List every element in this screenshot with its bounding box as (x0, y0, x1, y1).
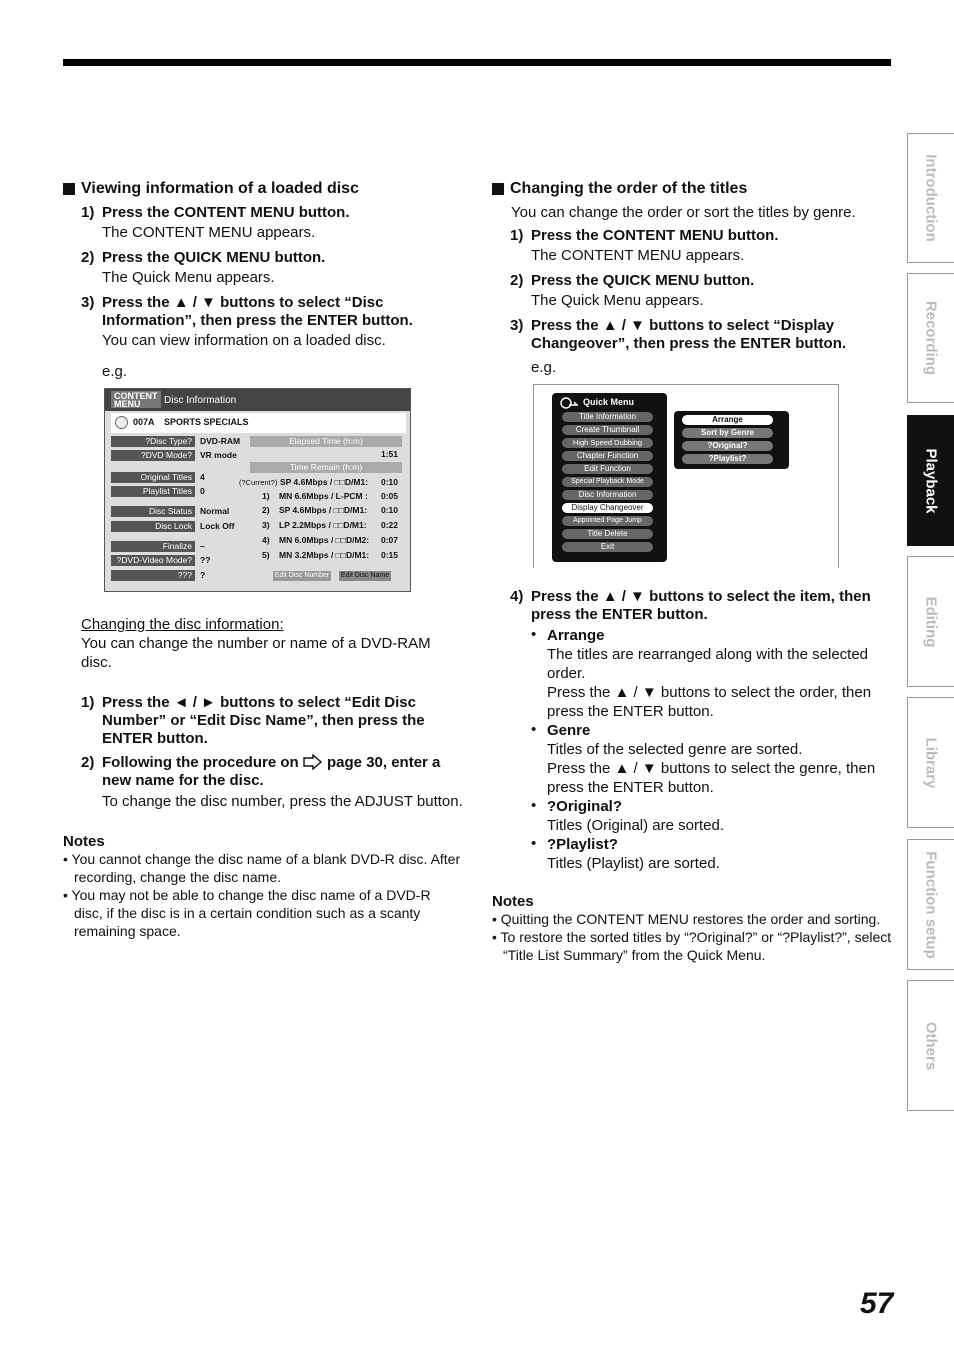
section-heading: Changing the order of the titles (492, 180, 892, 198)
change-step-1: 1) Press the ◄ / ► buttons to select “Edit Disc Number” or “Edit Disc Name”, then press the ENTER button. (81, 694, 425, 747)
info-label: ?DVD Mode? (111, 450, 195, 461)
tab-playback[interactable]: Playback (907, 415, 954, 546)
step-1: 1) Press the CONTENT MENU button. The CONTENT MENU appears. (81, 204, 350, 241)
quick-menu-icon (559, 396, 579, 410)
right-column (492, 180, 892, 964)
info-label: Disc Lock (111, 521, 195, 532)
page-number: 57 (860, 1287, 894, 1320)
info-label: Disc Status (111, 506, 195, 517)
info-value: Lock Off (200, 521, 235, 531)
info-label: Playlist Titles (111, 486, 195, 497)
submenu-arrange[interactable]: Arrange (682, 415, 773, 425)
notes-list (63, 850, 463, 940)
option-genre: • Genre Titles of the selected genre are sorted. Press the ▲ / ▼ buttons to select the genre, then press the ENTER button. (531, 721, 876, 796)
notes-heading: Notes (492, 893, 534, 910)
info-value: 0 (200, 486, 205, 496)
menu-item-title-information[interactable]: Title Information (562, 412, 653, 422)
screen-header (105, 389, 410, 411)
change-info-block (81, 615, 463, 672)
change-info-heading: Changing the disc information: (81, 616, 284, 633)
menu-item-disc-information[interactable]: Disc Information (562, 490, 653, 500)
info-value: 4 (200, 472, 205, 482)
info-value: ? (200, 570, 206, 580)
option-playlist: • ?Playlist? Titles (Playlist) are sorted. (531, 835, 720, 872)
step-2: 2) Press the QUICK MENU button. The Quick Menu appears. (81, 249, 326, 286)
notes-heading: Notes (63, 833, 105, 850)
step-1: 1) Press the CONTENT MENU button. The CONTENT MENU appears. (510, 227, 779, 264)
tab-editing[interactable]: Editing (907, 556, 954, 687)
info-value: DVD-RAM (200, 436, 241, 446)
note-item: • Quitting the CONTENT MENU restores the order and sorting. (492, 911, 881, 927)
display-changeover-submenu (674, 411, 789, 469)
elapsed-time-row: 1:51 (380, 449, 398, 459)
submenu-original[interactable]: ?Original? (682, 441, 773, 451)
screen-title: Disc Information (164, 395, 237, 406)
time-row: 3) LP 2.2Mbps / □□D/M1: 0:22 (262, 520, 398, 530)
menu-item-edit-function[interactable]: Edit Function (562, 464, 653, 474)
change-info-text: You can change the number or name of a DVD-RAM disc. (81, 635, 431, 671)
edit-disc-number-button[interactable]: Edit Disc Number (274, 572, 330, 579)
time-remain-label: Time Remain (h:m) (250, 462, 402, 473)
example-label: e.g. (531, 359, 557, 376)
tab-others[interactable]: Others (907, 980, 954, 1111)
info-value: VR mode (200, 450, 237, 460)
menu-item-special-playback-mode[interactable]: Special Playback Mode (562, 477, 653, 487)
submenu-playlist[interactable]: ?Playlist? (682, 454, 773, 464)
info-label: ?Disc Type? (111, 436, 195, 447)
info-value: Normal (200, 506, 230, 516)
tab-recording[interactable]: Recording (907, 273, 954, 403)
info-value: ?? (200, 555, 211, 565)
info-value: – (200, 541, 205, 551)
menu-item-high-speed-dubbing[interactable]: High Speed Dubbing (562, 438, 653, 448)
menu-item-create-thumbnail[interactable]: Create Thumbnail (562, 425, 653, 435)
disc-icon (115, 416, 128, 429)
page-reference-arrow-icon (303, 754, 323, 770)
step-3: 3) Press the ▲ / ▼ buttons to select “Display Changeover”, then press the ENTER button. (510, 317, 847, 352)
section-heading: Viewing information of a loaded disc (63, 180, 463, 198)
top-rule (63, 59, 891, 66)
quick-menu (552, 393, 667, 562)
option-original: • ?Original? Titles (Original) are sorted. (531, 797, 724, 834)
elapsed-time-label: Elapsed Time (h:m) (250, 436, 402, 447)
note-item: • You may not be able to change the disc name of a DVD-R disc, if the disc is in a certain condition such as a scanty remaining space. (63, 887, 431, 939)
info-label: ?DVD-Video Mode? (111, 555, 195, 566)
quick-menu-title: Quick Menu (583, 397, 635, 407)
info-label: Original Titles (111, 472, 195, 483)
note-item: • You cannot change the disc name of a blank DVD-R disc. After recording, change the disc name. (63, 851, 461, 885)
menu-item-chapter-function[interactable]: Chapter Function (562, 451, 653, 461)
tab-library[interactable]: Library (907, 697, 954, 828)
time-row: 4) MN 6.0Mbps / □□D/M2: 0:07 (262, 535, 398, 545)
quick-menu-screen (533, 384, 839, 568)
time-row: 2) SP 4.6Mbps / □□D/M1: 0:10 (262, 505, 398, 515)
tab-function-setup[interactable]: Function setup (907, 839, 954, 970)
note-item: • To restore the sorted titles by “?Original?” or “?Playlist?”, select “Title List Summary” from the Quick Menu. (492, 929, 892, 963)
step-2: 2) Press the QUICK MENU button. The Quick Menu appears. (510, 272, 755, 309)
step-3: 3) Press the ▲ / ▼ buttons to select “Disc Information”, then press the ENTER button. You can view information on a loaded disc. (81, 294, 413, 349)
menu-item-title-delete[interactable]: Title Delete (562, 529, 653, 539)
tab-introduction[interactable]: Introduction (907, 133, 954, 263)
left-column (63, 180, 463, 940)
square-bullet-icon (492, 183, 504, 195)
disc-id-row: 007A SPORTS SPECIALS (111, 413, 406, 433)
time-row: 1) MN 6.6Mbps / L-PCM : 0:05 (262, 491, 398, 501)
menu-item-display-changeover[interactable]: Display Changeover (562, 503, 653, 513)
section-intro: You can change the order or sort the titles by genre. (511, 204, 856, 221)
time-row: (?Current?) SP 4.6Mbps / □□D/M1: 0:10 (239, 477, 398, 487)
square-bullet-icon (63, 183, 75, 195)
info-label: ??? (111, 570, 195, 581)
content-menu-logo: CONTENT MENU (111, 391, 161, 408)
example-label: e.g. (102, 363, 128, 380)
step-4: 4) Press the ▲ / ▼ buttons to select the item, then press the ENTER button. (510, 588, 871, 623)
time-row: 5) MN 3.2Mbps / □□D/M1: 0:15 (262, 550, 398, 560)
option-arrange: • Arrange The titles are rearranged along with the selected order. Press the ▲ / ▼ buttons to select the order, then press the ENTER button. (531, 626, 872, 720)
menu-item-exit[interactable]: Exit (562, 542, 653, 552)
submenu-sort-by-genre[interactable]: Sort by Genre (682, 428, 773, 438)
menu-item-appointed-page-jump[interactable]: Appointed Page Jump (562, 516, 653, 526)
disc-information-screen (104, 388, 411, 592)
change-step-2: 2) Following the procedure on page 30, enter a new name for the disc. To change the disc number, press the ADJUST button. (81, 754, 463, 810)
info-label: Finalize (111, 541, 195, 552)
edit-disc-name-button[interactable]: Edit Disc Name (340, 572, 390, 579)
notes-list (492, 910, 892, 964)
